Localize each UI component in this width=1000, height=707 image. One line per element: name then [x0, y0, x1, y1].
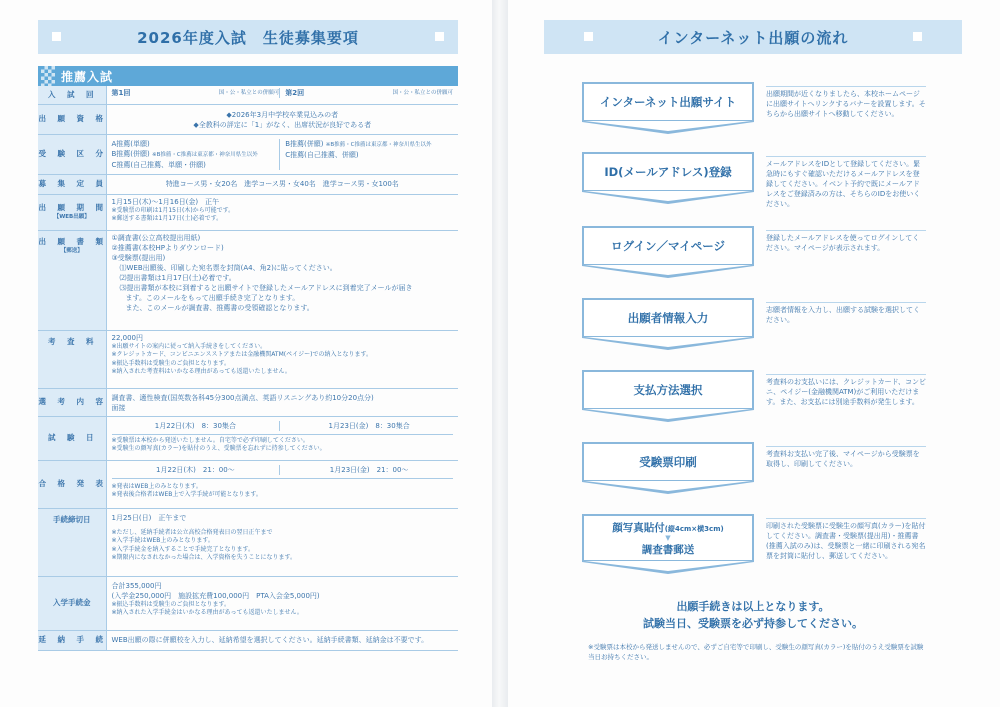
- flow-step-2: [582, 152, 754, 204]
- right-title-bar: [544, 20, 962, 54]
- round-second: 第2回: [285, 89, 305, 97]
- result-note: ※発表はWEB上のみとなります。: [111, 482, 202, 490]
- fee-note: ※クレジットカード、コンビニエンスストアまたは金融機関ATM(ペイジー)での納入となります。: [111, 351, 372, 358]
- category-a: A推薦(単願): [111, 139, 150, 148]
- fee-note: ※振込手数料は受験生のご負担となります。: [111, 359, 231, 367]
- step-description: 登録したメールアドレスを使ってログインしてください。マイページが表示されます。: [766, 230, 926, 253]
- arrow-down-icon: [582, 562, 754, 574]
- title-square-right: [435, 32, 444, 41]
- row-head: 考 査 料: [38, 330, 106, 388]
- row-head: 募 集 定 員: [38, 174, 106, 194]
- step-box: 支払方法選択: [582, 370, 754, 410]
- step-box: 受験票印刷: [582, 442, 754, 482]
- step-description: メールアドレスをIDとして登録してください。緊急時にもすぐ確認いただけるメールアドレスを登録してください。イベント予約で既にメールアドレスをご登録済みの方は、そちらのIDをお使いください。: [766, 156, 926, 209]
- document-sub-line: ⑵提出書類は1月17日(土)必着です。: [119, 273, 236, 282]
- flow-step-6: [582, 442, 754, 494]
- result-second: 1月23日(金) 21：00〜: [279, 465, 453, 475]
- table-row-eligibility: [38, 104, 458, 134]
- step-description: 考査料のお支払いには、クレジットカード、コンビニ、ペイジー(金融機関ATM)がご利用いただけます。また、お支払には別途手数料が発生します。: [766, 374, 926, 407]
- admission-fee-note: ※納入された入学手続金はいかなる理由があっても返還いたしません。: [111, 609, 303, 616]
- arrow-down-icon: [582, 122, 754, 134]
- step-box: ID(メールアドレス)登録: [582, 152, 754, 192]
- content-line: 面接: [111, 403, 126, 412]
- result-note: ※発表後合格者はWEB上で入学手続が可能となります。: [111, 491, 262, 498]
- period-note: ※郵送する書類は1月17日(土)必着です。: [111, 215, 223, 222]
- row-head: 試 験 日: [38, 416, 106, 460]
- table-row-content: [38, 388, 458, 416]
- page-title: 2026年度入試 生徒募集要項: [137, 28, 359, 47]
- round-first-note: 国・公・私立との併願可: [218, 90, 280, 96]
- step-label-top: 顔写真貼付: [612, 521, 665, 534]
- exam-day-first: 1月22日(木) 8：30集合: [154, 421, 236, 430]
- step-box: ログイン／マイページ: [582, 226, 754, 266]
- document-sub-line: ます。このメールをもって出願手続き完了となります。: [125, 293, 300, 302]
- left-page: [0, 0, 492, 707]
- right-page: [508, 0, 1000, 707]
- deadline-note: ※入学手続はWEB上のみとなります。: [111, 537, 214, 544]
- title-square-left: [584, 32, 593, 41]
- fee-note: ※出願サイトの案内に従って納入手続きをしてください。: [111, 342, 267, 350]
- row-head: 選 考 内 容: [38, 388, 106, 416]
- admission-fee-main: 合計355,000円: [111, 581, 162, 590]
- category-r-c: C推薦(自己推薦、併願): [285, 150, 359, 159]
- flow-title: インターネット出願の流れ: [657, 28, 849, 47]
- table-row-category: [38, 134, 458, 174]
- row-head: 合 格 発 表: [38, 460, 106, 508]
- table-row-exam-day: [38, 416, 458, 460]
- row-head: 受 験 区 分: [38, 134, 106, 174]
- flow-step-5: [582, 370, 754, 422]
- flow-step-4: [582, 298, 754, 350]
- row-head: 出 願 期 間: [38, 203, 105, 212]
- row-head: 手続締切日: [38, 508, 106, 576]
- capacity-text: 特進コース男・女20名 進学コース男・女40名 進学コース男・女100名: [106, 174, 458, 194]
- deadline-note: ※期限内になされなかった場合は、入学資格を失うことになります。: [111, 554, 297, 561]
- row-head: 入学手続金: [38, 576, 106, 630]
- step-label-bottom: 調査書郵送: [641, 543, 695, 556]
- table-row-period: [38, 194, 458, 230]
- exam-day-note: ※受験生の顔写真(カラー)を貼付のうえ、受験票を忘れずに持参してください。: [111, 445, 326, 452]
- round-second-note: 国・公・私立との併願可: [392, 90, 453, 96]
- table-row-documents: [38, 230, 458, 330]
- table-row-round: [38, 86, 458, 104]
- title-square-right: [913, 32, 922, 41]
- section-title: 推薦入試: [61, 69, 114, 84]
- step-description: 出願期間が近くなりましたら、本校ホームページに出願サイトへリンクするバナーを設置します。そちらから出願サイトへ移動してください。: [766, 86, 926, 119]
- fee-note: ※納入された考査料はいかなる理由があっても返還いたしません。: [111, 368, 291, 375]
- round-first: 第1回: [111, 89, 131, 97]
- row-head-sub: 【WEB出願】: [53, 214, 90, 220]
- section-header: [38, 66, 458, 86]
- admission-fee-note: ※振込手数料は受験生のご負担となります。: [111, 600, 231, 608]
- row-head: 入 試 回: [38, 86, 106, 104]
- table-row-fee: [38, 330, 458, 388]
- flow-step-7: [582, 514, 754, 574]
- category-r-b: B推薦(併願): [285, 139, 324, 148]
- title-square-left: [52, 32, 61, 41]
- arrow-down-icon: [582, 192, 754, 204]
- step-box: 出願者情報入力: [582, 298, 754, 338]
- closing-message: [544, 598, 962, 632]
- document-sub-line: ⑴WEB出願後、印刷した宛名票を封筒(A4、角2)に貼ってください。: [119, 263, 337, 272]
- step-box: [582, 514, 754, 562]
- content-line: 調査書、適性検査(国英数各科45分300点満点、英語リスニングあり約10分20点分): [111, 393, 374, 402]
- document-sub-line: ⑶提出書類が本校に到着すると出願サイトで登録したメールアドレスに到着完了メールが届き: [119, 283, 413, 292]
- deadline-note: ※入学手続金を納入することで手続完了となります。: [111, 545, 255, 553]
- closing-line: 出願手続きは以上となります。: [676, 600, 830, 613]
- deadline-note: ※ただし、延納手続者は公立高校合格発表日の翌日正午まで: [111, 528, 273, 536]
- eligibility-line: ◆全教科の評定に「1」がなく、出席状況が良好である者: [193, 120, 372, 129]
- fee-main: 22,000円: [111, 333, 143, 342]
- document-line: ②推薦書(本校HPよりダウンロード): [111, 243, 224, 252]
- exam-day-second: 1月23日(金) 8：30集合: [279, 421, 453, 431]
- checker-pattern-icon: [41, 66, 55, 86]
- category-b: B推薦(併願): [111, 149, 150, 158]
- table-row-capacity: [38, 174, 458, 194]
- flow-step-3: [582, 226, 754, 278]
- result-first: 1月22日(木) 21：00〜: [156, 465, 235, 474]
- document-line: ③受験票(提出用): [111, 253, 166, 262]
- document-line: ①調査書(公立高校提出用紙): [111, 233, 201, 242]
- period-main: 1月15日(木)〜1月16日(金) 正午: [111, 197, 220, 206]
- period-note: ※受験票の印刷は1月15日(木)から可能です。: [111, 206, 235, 214]
- arrow-down-icon: [582, 338, 754, 350]
- step-box: インターネット出願サイト: [582, 82, 754, 122]
- eligibility-line: ◆2026年3月中学校卒業見込みの者: [226, 110, 339, 119]
- table-row-result: [38, 460, 458, 508]
- deferral-text: WEB出願の際に併願校を入力し、延納希望を選択してください。延納手続書類、延納金は不要です。: [106, 630, 458, 650]
- closing-line: 試験当日、受験票を必ず持参してください。: [643, 617, 863, 630]
- step-description: 考査料お支払い完了後、マイページから受験票を取得し、印刷してください。: [766, 446, 926, 469]
- footnote: ※受験票は本校から発送しませんので、必ずご自宅等で印刷し、受験生の顔写真(カラー)を貼付のうえ受験票を試験当日お持ちください。: [588, 643, 924, 661]
- step-description: 印刷された受験票に受験生の顔写真(カラー)を貼付してください。調査書・受験票(提出用)・推薦書(推薦入試のみ)は、受験票と一緒に印刷される宛名票を封筒に貼付し、郵送してください。: [766, 518, 926, 561]
- exam-day-note: ※受験票は本校から発送いたしません。自宅等で必ず印刷してください。: [111, 436, 309, 444]
- row-head-sub: 【郵送】: [60, 247, 83, 254]
- category-b-note: ※B推薦・C推薦は東京都・神奈川県生以外: [152, 151, 258, 158]
- arrow-down-icon: [582, 266, 754, 278]
- table-row-deadline: [38, 508, 458, 576]
- table-row-deferral: [38, 630, 458, 650]
- row-head: 出 願 書 類: [38, 236, 105, 246]
- category-r-b-note: ※B推薦・C推薦は東京都・神奈川県生以外: [325, 141, 432, 148]
- arrow-down-icon: [582, 482, 754, 494]
- deadline-main: 1月25日(日) 正午まで: [111, 513, 187, 522]
- document-sub-line: また、このメールが調査書、推薦書の受領確認となります。: [125, 303, 314, 312]
- page-gutter: [492, 0, 508, 707]
- admission-fee-detail: (入学金250,000円 施設拡充費100,000円 PTA入会金5,000円): [111, 591, 320, 600]
- photo-size: (縦4cm×横3cm): [664, 524, 724, 533]
- category-c: C推薦(自己推薦、単願・併願): [111, 160, 206, 169]
- left-title-bar: [38, 20, 458, 54]
- flow-step-1: [582, 82, 754, 134]
- arrow-down-icon: [582, 410, 754, 422]
- row-head: 出 願 資 格: [38, 104, 106, 134]
- step-description: 志願者情報を入力し、出願する試験を選択してください。: [766, 302, 926, 325]
- table-row-admission-fee: [38, 576, 458, 630]
- requirements-table: [38, 86, 458, 651]
- triangle-down-icon: ▼: [665, 533, 671, 542]
- row-head: 延 納 手 続: [38, 630, 106, 650]
